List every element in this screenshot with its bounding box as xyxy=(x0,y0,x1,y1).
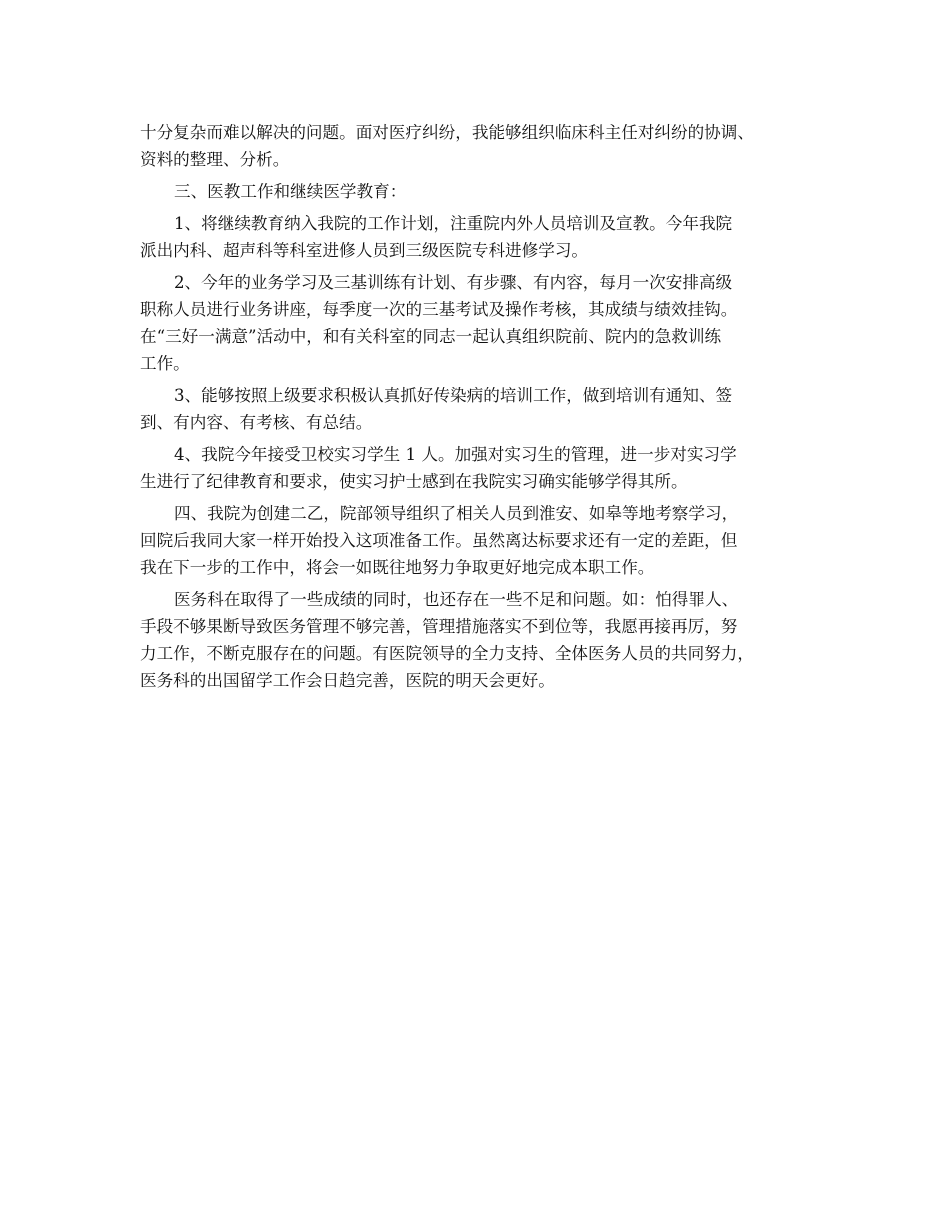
text-line: 4、我院今年接受卫校实习学生 1 人。加强对实习生的管理，进一步对实习学 xyxy=(174,445,737,464)
text-line: 十分复杂而难以解决的问题。面对医疗纠纷，我能够组织临床科主任对纠纷的协调、 xyxy=(140,123,754,142)
text-line: 四、我院为创建二乙，院部领导组织了相关人员到淮安、如皋等地考察学习， xyxy=(174,504,739,523)
text-line: 医务科在取得了一些成绩的同时，也还存在一些不足和问题。如：怕得罪人、 xyxy=(174,590,739,609)
text-line: 2、今年的业务学习及三基训练有计划、有步骤、有内容，每月一次安排高级 xyxy=(174,273,733,292)
text-line: 医务科的出国留学工作会日趋完善，医院的明天会更好。 xyxy=(140,671,555,690)
paragraph-section-four xyxy=(140,500,840,581)
text-line: 到、有内容、有考核、有总结。 xyxy=(140,413,373,432)
text-line: 资料的整理、分析。 xyxy=(140,150,290,169)
paragraph-conclusion xyxy=(140,586,840,694)
text-line: 力工作，不断克服存在的问题。有医院领导的全力支持、全体医务人员的共同努力， xyxy=(140,644,754,663)
text-line: 工作。 xyxy=(140,354,190,373)
paragraph-item-2 xyxy=(140,269,840,377)
text-line: 在“三好一满意”活动中，和有关科室的同志一起认真组织院前、院内的急救训练 xyxy=(140,327,722,346)
document-body xyxy=(140,119,840,699)
text-line: 派出内科、超声科等科室进修人员到三级医院专科进修学习。 xyxy=(140,241,589,260)
text-line: 1、将继续教育纳入我院的工作计划，注重院内外人员培训及宣教。今年我院 xyxy=(174,214,733,233)
text-line: 我在下一步的工作中，将会一如既往地努力争取更好地完成本职工作。 xyxy=(140,558,655,577)
paragraph-item-3 xyxy=(140,382,840,436)
text-line: 回院后我同大家一样开始投入这项准备工作。虽然离达标要求还有一定的差距，但 xyxy=(140,531,738,550)
paragraph-item-4 xyxy=(140,441,840,495)
text-line: 职称人员进行业务讲座，每季度一次的三基考试及操作考核，其成绩与绩效挂钩。 xyxy=(140,300,738,319)
text-line: 手段不够果断导致医务管理不够完善，管理措施落实不到位等，我愿再接再厉，努 xyxy=(140,617,738,636)
paragraph-item-1 xyxy=(140,210,840,264)
text-line: 3、能够按照上级要求积极认真抓好传染病的培训工作，做到培训有通知、签 xyxy=(174,386,733,405)
text-line: 三、医教工作和继续医学教育： xyxy=(174,182,407,201)
paragraph-continuation xyxy=(140,119,840,173)
section-heading-medical-education xyxy=(140,178,840,205)
text-line: 生进行了纪律教育和要求，使实习护士感到在我院实习确实能够学得其所。 xyxy=(140,472,688,491)
